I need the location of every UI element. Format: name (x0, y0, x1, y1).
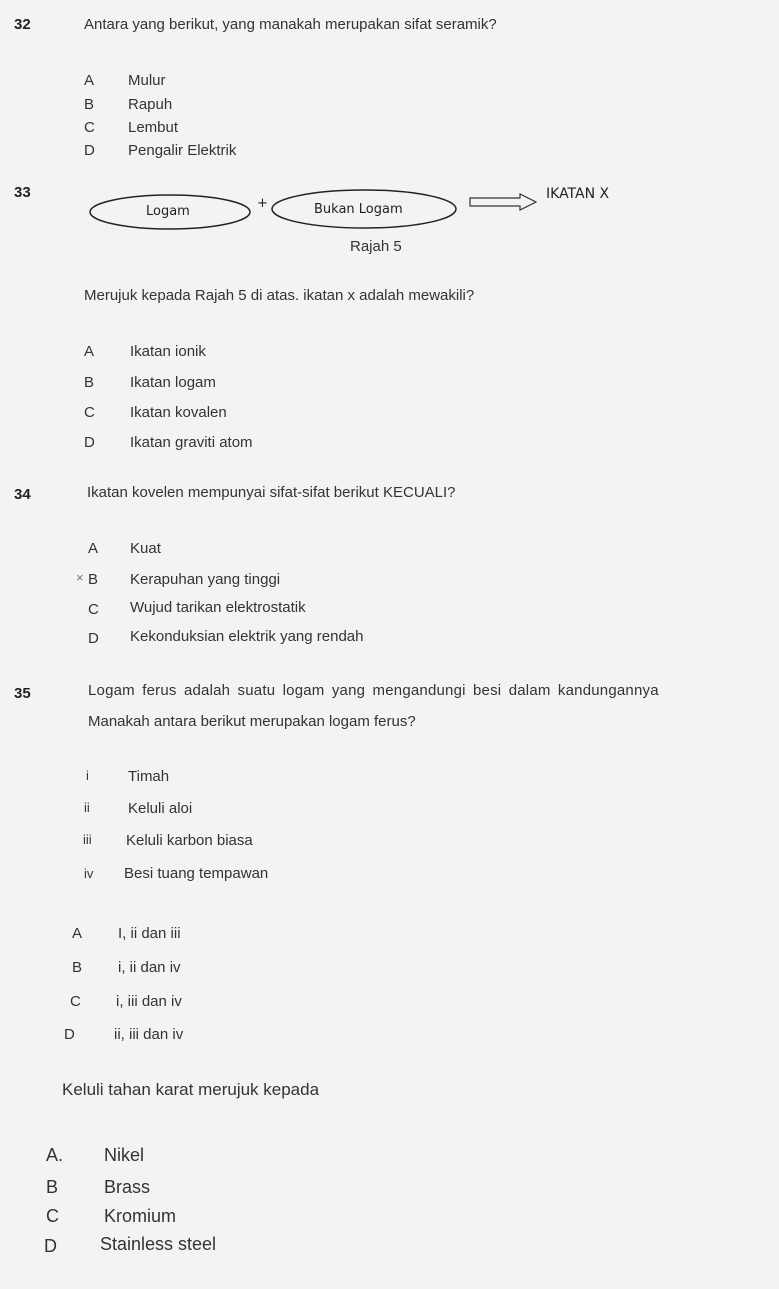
q33-option-b-letter: B (84, 374, 95, 391)
q35-item-iii-numeral: iii (83, 832, 92, 847)
q33-option-c-letter: C (84, 404, 95, 421)
q35-option-c-letter: C (70, 993, 81, 1010)
question-32-text: Antara yang berikut, yang manakah merupakan sifat seramik? (84, 16, 497, 33)
q36-option-b-letter: B (46, 1177, 59, 1197)
q35-option-b-text: i, ii dan iv (118, 959, 181, 976)
q33-option-b-text: Ikatan logam (130, 374, 216, 391)
q36-option-c-letter: C (46, 1206, 59, 1226)
q32-option-a-letter: A (84, 72, 95, 89)
q35-item-i-numeral: i (86, 768, 89, 783)
q35-item-ii-text: Keluli aloi (128, 800, 193, 817)
q32-option-d-letter: D (84, 142, 95, 159)
q34-option-b-letter: B (88, 571, 99, 588)
q36-option-d-letter: D (44, 1236, 57, 1256)
cross-mark-icon: × (76, 570, 84, 585)
q36-option-a-letter: A. (46, 1145, 64, 1165)
diagram-caption: Rajah 5 (350, 238, 402, 255)
question-34-number: 34 (14, 486, 31, 503)
question-35-text-line2: Manakah antara berikut merupakan logam ferus? (88, 713, 416, 730)
question-35-number: 35 (14, 685, 31, 702)
question-34-text: Ikatan kovelen mempunyai sifat-sifat berikut KECUALI? (87, 484, 456, 501)
q33-option-c-text: Ikatan kovalen (130, 404, 227, 421)
q32-option-d-text: Pengalir Elektrik (128, 142, 237, 159)
rajah-5-diagram (0, 0, 779, 260)
q35-option-d-text: ii, iii dan iv (114, 1026, 184, 1043)
q35-option-d-letter: D (64, 1026, 75, 1043)
q34-option-d-letter: D (88, 630, 99, 647)
q36-option-c-text: Kromium (104, 1206, 177, 1226)
q35-option-a-letter: A (72, 925, 83, 942)
diagram-logam-label: Logam (146, 204, 190, 219)
q35-item-ii-numeral: ii (84, 800, 90, 815)
question-36-text: Keluli tahan karat merujuk kepada (62, 1080, 320, 1099)
q34-option-a-text: Kuat (130, 540, 161, 557)
q34-option-a-letter: A (88, 540, 99, 557)
q33-option-a-letter: A (84, 343, 95, 360)
question-32-number: 32 (14, 16, 31, 33)
q35-item-iii-text: Keluli karbon biasa (126, 832, 253, 849)
q33-option-a-text: Ikatan ionik (130, 343, 206, 360)
q35-item-iv-text: Besi tuang tempawan (124, 865, 269, 882)
question-35-text-line1: Logam ferus adalah suatu logam yang mengandungi besi dalam kandungannya (88, 682, 659, 699)
q35-option-b-letter: B (72, 959, 83, 976)
q33-option-d-letter: D (84, 434, 95, 451)
q35-item-iv-numeral: iv (84, 866, 94, 881)
q32-option-c-text: Lembut (128, 119, 179, 136)
q36-option-a-text: Nikel (104, 1145, 145, 1165)
q35-item-i-text: Timah (128, 768, 170, 785)
q32-option-a-text: Mulur (128, 72, 166, 89)
q34-option-d-text: Kekonduksian elektrik yang rendah (130, 628, 364, 645)
question-33-text: Merujuk kepada Rajah 5 di atas. ikatan x adalah mewakili? (84, 287, 475, 304)
q35-option-a-text: I, ii dan iii (118, 925, 181, 942)
q36-option-b-text: Brass (104, 1177, 151, 1197)
q32-option-c-letter: C (84, 119, 95, 136)
diagram-bukan-logam-label: Bukan Logam (314, 202, 403, 217)
q36-option-d-text: Stainless steel (100, 1234, 217, 1254)
diagram-ikatan-x-label: IKATAN X (546, 186, 610, 202)
q34-option-c-text: Wujud tarikan elektrostatik (130, 599, 306, 616)
diagram-plus-sign: + (257, 196, 268, 211)
q33-option-d-text: Ikatan graviti atom (130, 434, 253, 451)
question-33-number: 33 (14, 184, 31, 201)
q35-option-c-text: i, iii dan iv (116, 993, 182, 1010)
q32-option-b-text: Rapuh (128, 96, 173, 113)
arrow-right-icon (470, 194, 536, 210)
q32-option-b-letter: B (84, 96, 95, 113)
q34-option-b-text: Kerapuhan yang tinggi (130, 571, 281, 588)
q34-option-c-letter: C (88, 601, 99, 618)
